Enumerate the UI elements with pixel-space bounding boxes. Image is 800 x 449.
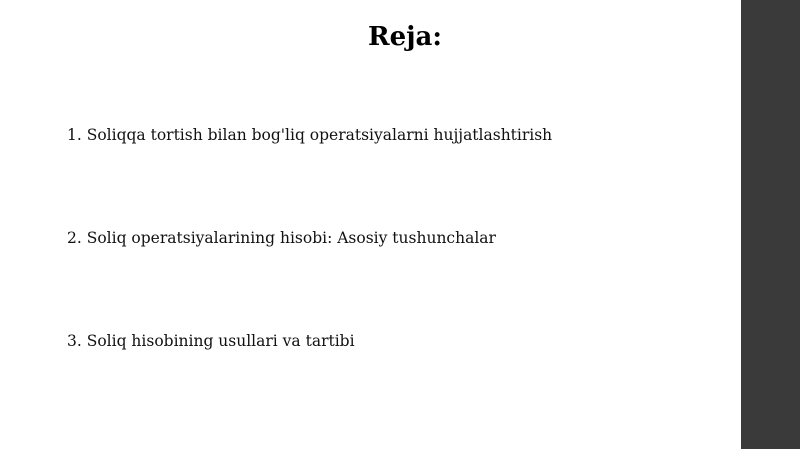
plan-item-1: 1. Soliqqa tortish bilan bog'liq operatsiyalarni hujjatlashtirish xyxy=(67,126,553,144)
slide-title: Reja: xyxy=(367,22,442,52)
plan-item-3: 3. Soliq hisobining usullari va tartibi xyxy=(67,332,355,350)
plan-item-2: 2. Soliq operatsiyalarining hisobi: Asosiy tushunchalar xyxy=(67,229,496,247)
side-panel xyxy=(741,0,800,449)
